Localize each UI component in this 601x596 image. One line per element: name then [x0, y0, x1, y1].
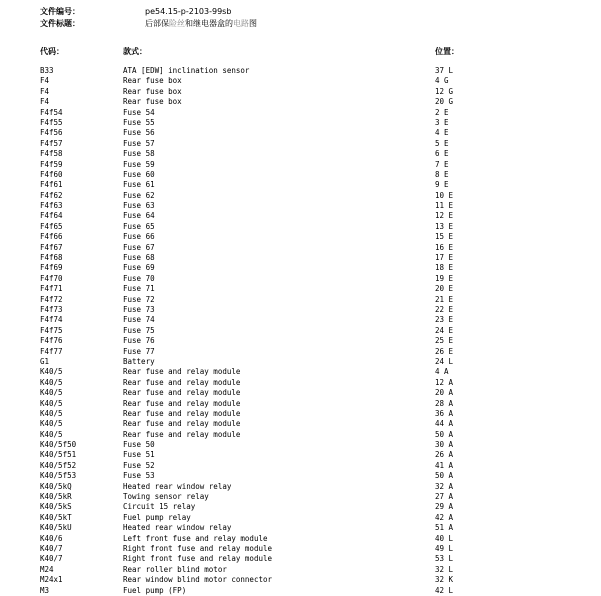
table-row: [0, 378, 601, 388]
table-row: [0, 471, 601, 481]
cell-position: 13 E: [435, 221, 454, 231]
cell-code: F4f75: [40, 325, 63, 335]
table-row: [0, 180, 601, 190]
cell-position: 11 E: [435, 201, 454, 211]
table-row: [0, 149, 601, 159]
cell-position: 5 E: [435, 138, 449, 148]
table-row: [0, 357, 601, 367]
cell-code: K40/5kT: [40, 512, 72, 522]
cell-position: 30 A: [435, 440, 454, 450]
table-row: [0, 243, 601, 253]
doc-title-part: 图: [249, 19, 257, 28]
table-row: [0, 461, 601, 471]
cell-position: 8 E: [435, 169, 449, 179]
table-row: [0, 191, 601, 201]
cell-code: K40/5: [40, 367, 63, 377]
cell-description: Rear fuse and relay module: [123, 377, 241, 387]
cell-description: Fuse 70: [123, 273, 155, 283]
table-row: [0, 523, 601, 533]
doc-title-part: 电路: [233, 19, 249, 28]
cell-description: Heated rear window relay: [123, 523, 232, 533]
cell-description: Rear roller blind motor: [123, 564, 227, 574]
table-row: [0, 544, 601, 554]
table-row: [0, 66, 601, 76]
cell-description: Fuse 74: [123, 315, 155, 325]
column-header-pos: 位置：: [435, 47, 459, 56]
cell-position: 20 E: [435, 284, 454, 294]
cell-position: 53 L: [435, 554, 454, 564]
cell-position: 42 A: [435, 512, 454, 522]
cell-description: Rear fuse and relay module: [123, 398, 241, 408]
cell-code: F4f68: [40, 253, 63, 263]
cell-position: 24 E: [435, 325, 454, 335]
cell-description: Towing sensor relay: [123, 492, 209, 502]
table-row: [0, 347, 601, 357]
table-row: [0, 430, 601, 440]
cell-code: F4f64: [40, 211, 63, 221]
cell-description: Fuse 53: [123, 471, 155, 481]
cell-position: 6 E: [435, 149, 449, 159]
cell-description: Rear fuse box: [123, 86, 182, 96]
table-row: [0, 222, 601, 232]
cell-position: 51 A: [435, 523, 454, 533]
cell-position: 21 E: [435, 294, 454, 304]
table-row: [0, 87, 601, 97]
cell-code: M3: [40, 585, 50, 595]
cell-code: F4f72: [40, 294, 63, 304]
cell-description: Fuse 65: [123, 221, 155, 231]
table-row: [0, 284, 601, 294]
cell-position: 10 E: [435, 190, 454, 200]
cell-position: 26 E: [435, 346, 454, 356]
cell-code: K40/5f50: [40, 440, 77, 450]
cell-description: Rear fuse box: [123, 76, 182, 86]
table-row: [0, 211, 601, 221]
cell-code: F4f56: [40, 128, 63, 138]
cell-position: 27 A: [435, 492, 454, 502]
cell-code: F4f66: [40, 232, 63, 242]
cell-description: Fuse 76: [123, 336, 155, 346]
cell-code: K40/5kU: [40, 523, 72, 533]
cell-position: 28 A: [435, 398, 454, 408]
cell-code: F4: [40, 76, 50, 86]
table-row: [0, 482, 601, 492]
cell-position: 32 K: [435, 575, 454, 585]
cell-code: K40/6: [40, 533, 63, 543]
table-row: [0, 305, 601, 315]
table-row: [0, 575, 601, 585]
cell-description: Fuel pump (FP): [123, 585, 187, 595]
table-row: [0, 97, 601, 107]
cell-code: K40/5kQ: [40, 481, 72, 491]
cell-position: 2 E: [435, 107, 449, 117]
cell-position: 12 A: [435, 377, 454, 387]
cell-description: Fuse 64: [123, 211, 155, 221]
cell-position: 16 E: [435, 242, 454, 252]
doc-title-part: 后部保: [145, 19, 169, 28]
doc-title-label: 文件标题：: [40, 19, 80, 28]
cell-code: K40/5f51: [40, 450, 77, 460]
table-row: [0, 440, 601, 450]
table-row: [0, 419, 601, 429]
cell-description: Fuse 62: [123, 190, 155, 200]
cell-code: G1: [40, 356, 50, 366]
cell-position: 20 A: [435, 388, 454, 398]
doc-title-part: 险丝: [169, 19, 185, 28]
cell-code: F4f74: [40, 315, 63, 325]
cell-position: 40 L: [435, 533, 454, 543]
cell-position: 29 A: [435, 502, 454, 512]
cell-position: 41 A: [435, 460, 454, 470]
cell-description: Rear fuse and relay module: [123, 429, 241, 439]
cell-description: ATA [EDW] inclination sensor: [123, 66, 250, 75]
cell-code: K40/5kR: [40, 492, 72, 502]
cell-code: K40/5: [40, 377, 63, 387]
cell-description: Fuse 72: [123, 294, 155, 304]
table-row: [0, 108, 601, 118]
cell-code: M24x1: [40, 575, 63, 585]
cell-description: Fuse 59: [123, 159, 155, 169]
component-table: [0, 66, 601, 596]
cell-description: Fuse 77: [123, 346, 155, 356]
cell-description: Fuse 50: [123, 440, 155, 450]
doc-number-label: 文件编号：: [40, 7, 80, 16]
cell-description: Fuse 73: [123, 304, 155, 314]
cell-position: 4 E: [435, 128, 449, 138]
cell-code: F4f70: [40, 273, 63, 283]
table-row: [0, 586, 601, 596]
cell-code: F4f69: [40, 263, 63, 273]
table-row: [0, 76, 601, 86]
cell-description: Fuse 52: [123, 460, 155, 470]
table-row: [0, 367, 601, 377]
table-row: [0, 492, 601, 502]
cell-code: K40/5: [40, 408, 63, 418]
table-row: [0, 295, 601, 305]
cell-code: F4f54: [40, 107, 63, 117]
doc-number-value: pe54.15-p-2103-99sb: [145, 7, 232, 16]
table-row: [0, 170, 601, 180]
doc-title-part: 和继电器盒的: [185, 19, 233, 28]
cell-position: 32 A: [435, 481, 454, 491]
cell-description: Fuse 75: [123, 325, 155, 335]
cell-description: Fuse 63: [123, 201, 155, 211]
cell-description: Circuit 15 relay: [123, 502, 196, 512]
cell-code: F4f71: [40, 284, 63, 294]
table-row: [0, 315, 601, 325]
cell-position: 50 A: [435, 429, 454, 439]
cell-code: F4f73: [40, 304, 63, 314]
table-row: [0, 534, 601, 544]
cell-code: F4f61: [40, 180, 63, 190]
table-row: [0, 274, 601, 284]
table-row: [0, 326, 601, 336]
cell-position: 22 E: [435, 304, 454, 314]
cell-code: K40/5: [40, 429, 63, 439]
cell-position: 20 G: [435, 97, 454, 107]
table-row: [0, 513, 601, 523]
table-row: [0, 263, 601, 273]
cell-position: 24 L: [435, 356, 454, 366]
cell-code: K40/5kS: [40, 502, 72, 512]
cell-code: F4: [40, 86, 50, 96]
cell-code: F4f76: [40, 336, 63, 346]
cell-description: Fuse 66: [123, 232, 155, 242]
cell-code: F4f58: [40, 149, 63, 159]
table-row: [0, 502, 601, 512]
cell-code: K40/5: [40, 398, 63, 408]
cell-description: Rear fuse and relay module: [123, 388, 241, 398]
cell-position: 36 A: [435, 408, 454, 418]
cell-description: Heated rear window relay: [123, 481, 232, 491]
cell-code: K40/7: [40, 554, 63, 564]
cell-description: Battery: [123, 356, 155, 366]
cell-description: Fuse 55: [123, 117, 155, 127]
cell-description: Left front fuse and relay module: [123, 533, 268, 543]
cell-description: Right front fuse and relay module: [123, 543, 273, 553]
cell-description: Fuse 57: [123, 138, 155, 148]
cell-description: Fuse 71: [123, 284, 155, 294]
cell-description: Fuse 58: [123, 149, 155, 159]
cell-position: 42 L: [435, 585, 454, 595]
cell-position: 3 E: [435, 117, 449, 127]
cell-code: F4f60: [40, 169, 63, 179]
cell-description: Fuse 54: [123, 107, 155, 117]
cell-code: K40/5f53: [40, 471, 77, 481]
table-row: [0, 565, 601, 575]
cell-code: F4f55: [40, 117, 63, 127]
cell-code: M24: [40, 564, 54, 574]
cell-code: K40/5f52: [40, 460, 77, 470]
cell-code: F4: [40, 97, 50, 107]
cell-position: 32 L: [435, 564, 454, 574]
cell-position: 25 E: [435, 336, 454, 346]
table-row: [0, 409, 601, 419]
cell-code: F4f63: [40, 201, 63, 211]
cell-code: F4f77: [40, 346, 63, 356]
column-header-code: 代码：: [40, 47, 64, 56]
cell-description: Fuse 51: [123, 450, 155, 460]
table-row: [0, 336, 601, 346]
cell-position: 18 E: [435, 263, 454, 273]
cell-code: F4f65: [40, 221, 63, 231]
cell-position: 37 L: [435, 66, 454, 75]
cell-code: F4f57: [40, 138, 63, 148]
table-row: [0, 232, 601, 242]
cell-position: 12 E: [435, 211, 454, 221]
cell-description: Fuse 67: [123, 242, 155, 252]
cell-description: Fuse 69: [123, 263, 155, 273]
cell-position: 4 A: [435, 367, 449, 377]
cell-description: Fuse 68: [123, 253, 155, 263]
cell-description: Fuse 60: [123, 169, 155, 179]
table-row: [0, 399, 601, 409]
cell-description: Rear fuse and relay module: [123, 367, 241, 377]
cell-position: 23 E: [435, 315, 454, 325]
cell-code: F4f67: [40, 242, 63, 252]
cell-code: K40/5: [40, 388, 63, 398]
cell-description: Right front fuse and relay module: [123, 554, 273, 564]
cell-position: 7 E: [435, 159, 449, 169]
cell-position: 26 A: [435, 450, 454, 460]
table-row: [0, 128, 601, 138]
cell-position: 49 L: [435, 543, 454, 553]
cell-position: 17 E: [435, 253, 454, 263]
table-row: [0, 201, 601, 211]
cell-position: 50 A: [435, 471, 454, 481]
cell-description: Fuse 56: [123, 128, 155, 138]
cell-description: Fuel pump relay: [123, 512, 191, 522]
table-row: [0, 139, 601, 149]
table-row: [0, 118, 601, 128]
cell-position: 44 A: [435, 419, 454, 429]
cell-code: K40/5: [40, 419, 63, 429]
cell-code: B33: [40, 66, 54, 75]
doc-title-value: [145, 19, 257, 29]
cell-code: K40/7: [40, 543, 63, 553]
cell-code: F4f59: [40, 159, 63, 169]
table-row: [0, 450, 601, 460]
cell-code: F4f62: [40, 190, 63, 200]
table-row: [0, 160, 601, 170]
table-row: [0, 253, 601, 263]
table-row: [0, 554, 601, 564]
cell-position: 9 E: [435, 180, 449, 190]
cell-description: Rear fuse and relay module: [123, 408, 241, 418]
table-row: [0, 388, 601, 398]
column-header-desc: 款式：: [123, 47, 147, 56]
cell-description: Fuse 61: [123, 180, 155, 190]
cell-position: 12 G: [435, 86, 454, 96]
cell-description: Rear fuse and relay module: [123, 419, 241, 429]
cell-position: 19 E: [435, 273, 454, 283]
cell-description: Rear window blind motor connector: [123, 575, 273, 585]
cell-position: 4 G: [435, 76, 449, 86]
cell-description: Rear fuse box: [123, 97, 182, 107]
cell-position: 15 E: [435, 232, 454, 242]
